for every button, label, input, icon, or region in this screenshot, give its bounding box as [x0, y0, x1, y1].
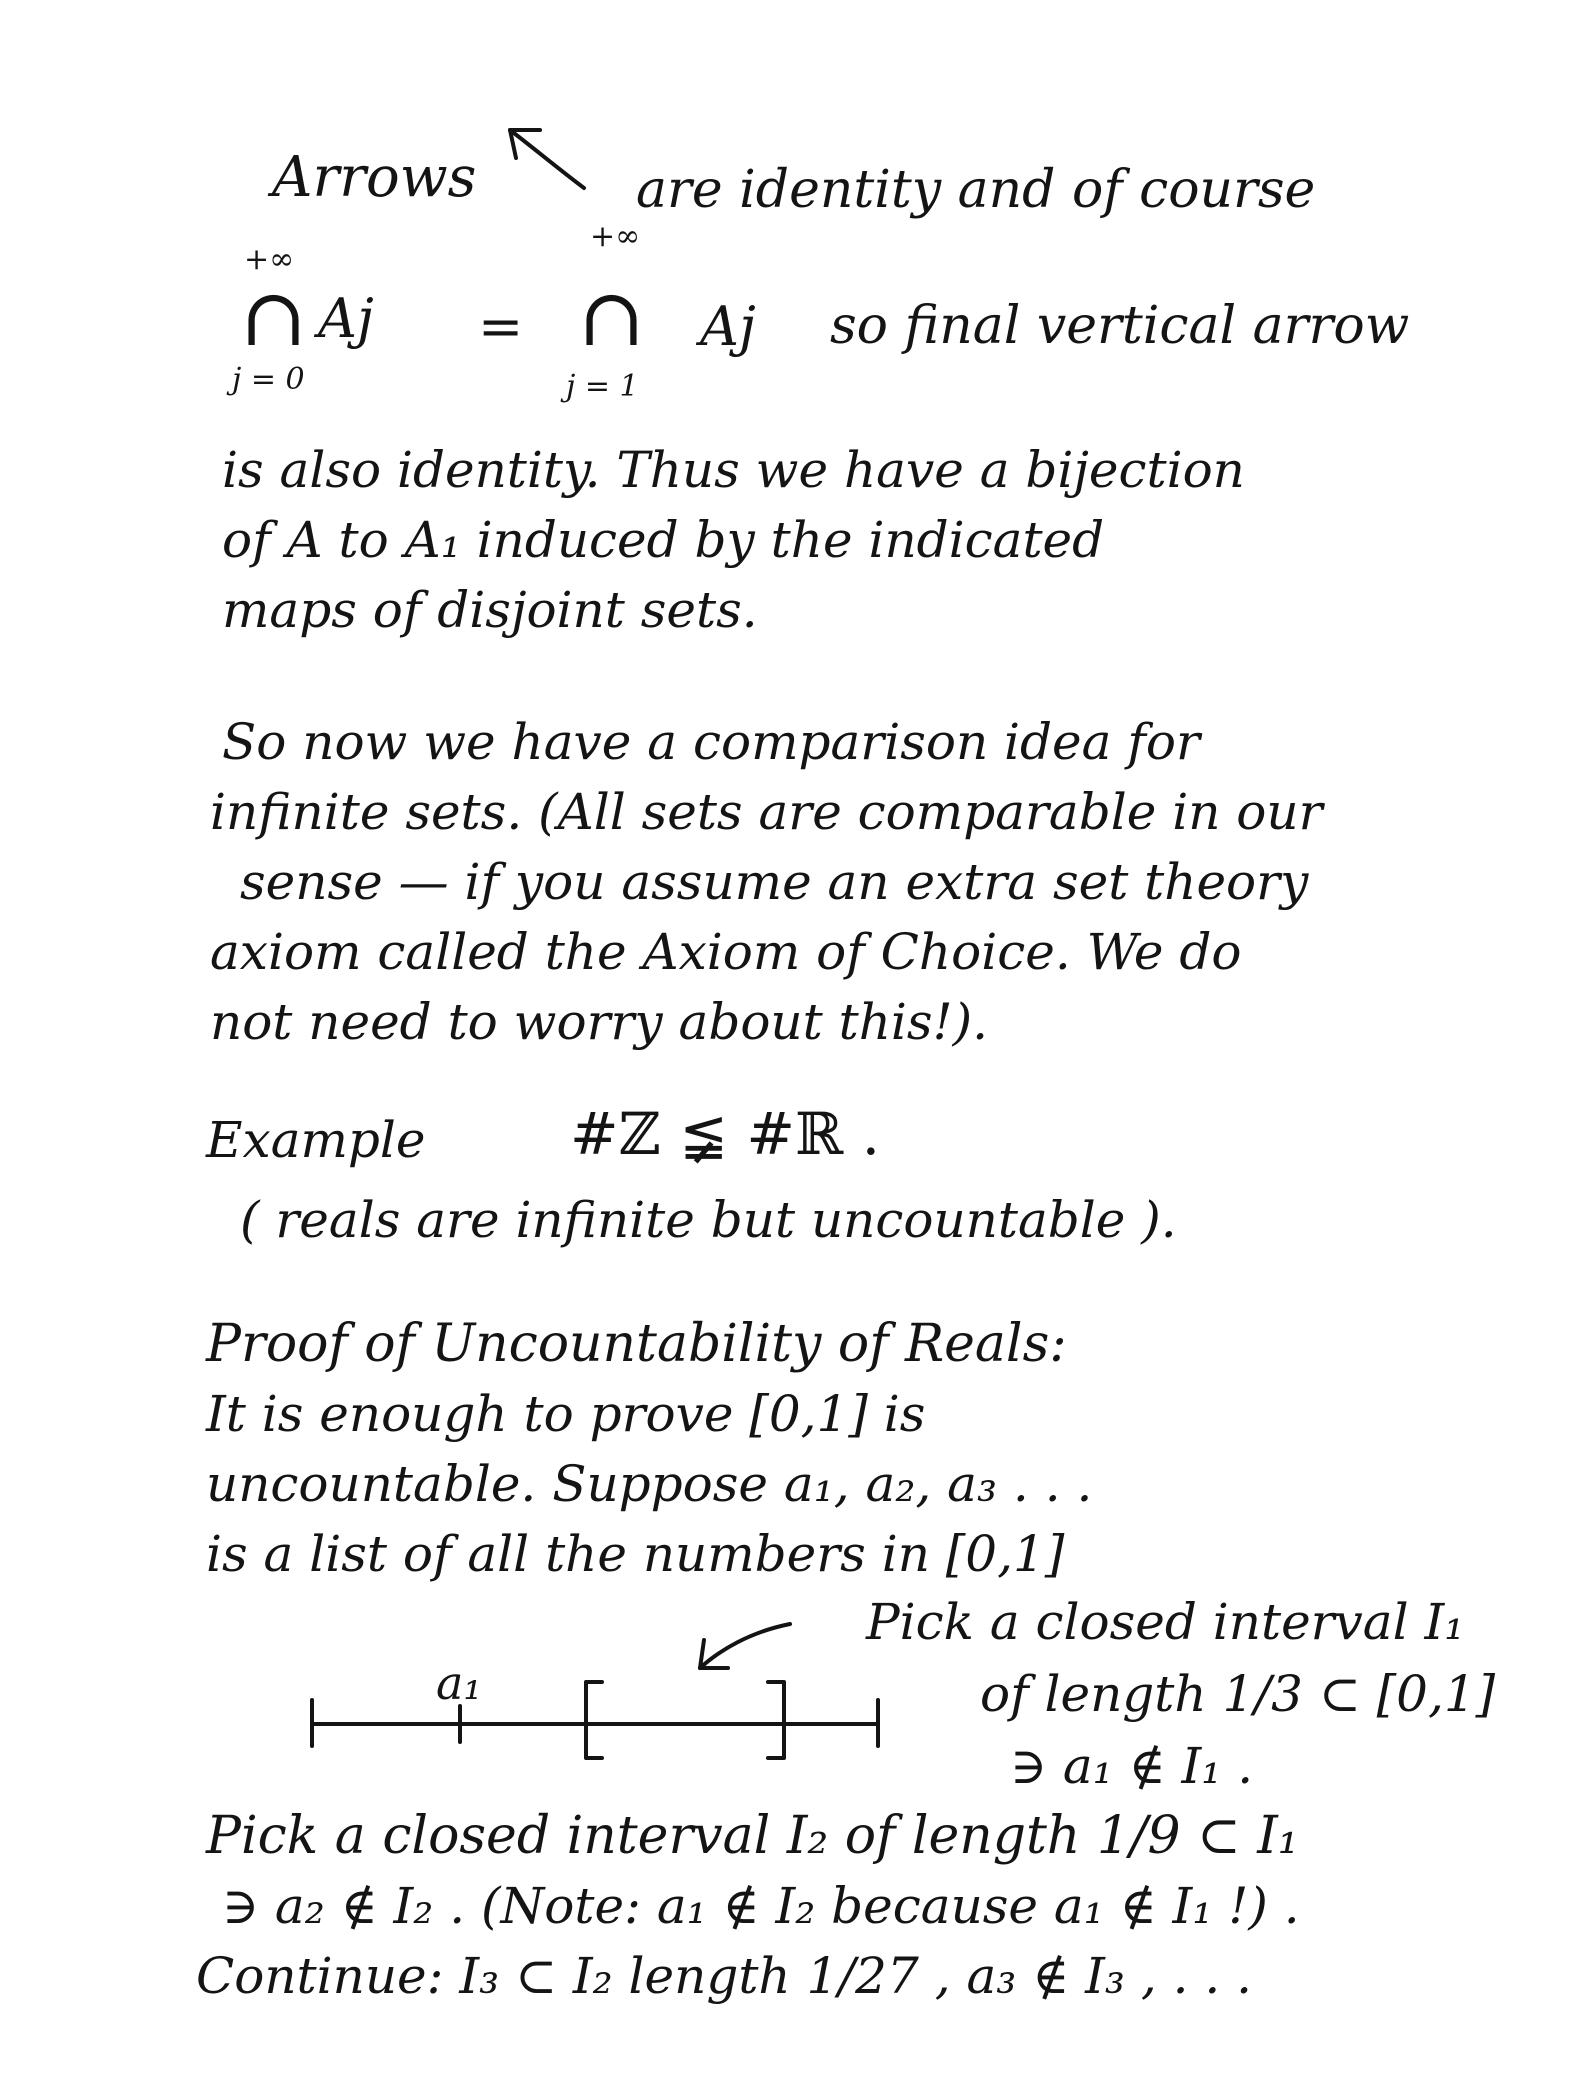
proof-line-6: Continue: I₃ ⊂ I₂ length 1/27 , a₃ ∉ I₃ , . . . — [196, 1947, 1253, 2005]
intersection-symbol-left: ∩ — [240, 271, 308, 364]
intro-line-4: of A to A₁ induced by the indicated — [222, 511, 1105, 569]
arrows-rest: are identity and of course — [636, 160, 1316, 220]
intersection-lower-left: j = 0 — [232, 362, 305, 397]
diagram-label-a1: a₁ — [436, 1656, 482, 1710]
proof-side-3: ∋ a₁ ∉ I₁ . — [1010, 1737, 1254, 1795]
comparison-line-5: not need to worry about this!). — [210, 993, 989, 1051]
equation-tail: so final vertical arrow — [830, 296, 1410, 356]
arrows-word: Arrows — [272, 145, 477, 210]
comparison-line-1: So now we have a comparison idea for — [222, 713, 1200, 771]
example-label: Example — [206, 1111, 426, 1169]
proof-line-5: ∋ a₂ ∉ I₂ . (Note: a₁ ∉ I₂ because a₁ ∉ I₁ !) . — [222, 1877, 1300, 1935]
comparison-line-2: infinite sets. (All sets are comparable in our — [210, 783, 1323, 841]
proof-line-4: Pick a closed interval I₂ of length 1/9 ⊂ I₁ — [206, 1806, 1299, 1866]
intersection-term-left: Aj — [318, 287, 374, 350]
intro-line-5: maps of disjoint sets. — [222, 581, 758, 639]
proof-side-2: of length 1/3 ⊂ [0,1] — [980, 1665, 1496, 1723]
example-note: ( reals are infinite but uncountable ). — [240, 1191, 1177, 1249]
equals-sign: = — [478, 295, 524, 358]
comparison-line-3: sense — if you assume an extra set theory — [240, 853, 1309, 911]
intersection-symbol-right: ∩ — [578, 271, 646, 364]
example-statement: #ℤ ≨ #ℝ . — [570, 1100, 881, 1168]
proof-line-2: uncountable. Suppose a₁, a₂, a₃ . . . — [206, 1455, 1093, 1513]
intersection-term-right: Aj — [700, 295, 756, 358]
intersection-upper-left: +∞ — [244, 242, 295, 277]
intersection-upper-right: +∞ — [590, 219, 641, 254]
proof-title: Proof of Uncountability of Reals: — [206, 1314, 1067, 1374]
proof-line-1: It is enough to prove [0,1] is — [206, 1385, 926, 1443]
proof-line-3: is a list of all the numbers in [0,1] — [206, 1525, 1065, 1583]
intro-line-3: is also identity. Thus we have a bijection — [222, 441, 1245, 499]
proof-side-1: Pick a closed interval I₁ — [866, 1593, 1465, 1651]
comparison-line-4: axiom called the Axiom of Choice. We do — [210, 923, 1242, 981]
intersection-lower-right: j = 1 — [566, 369, 639, 404]
